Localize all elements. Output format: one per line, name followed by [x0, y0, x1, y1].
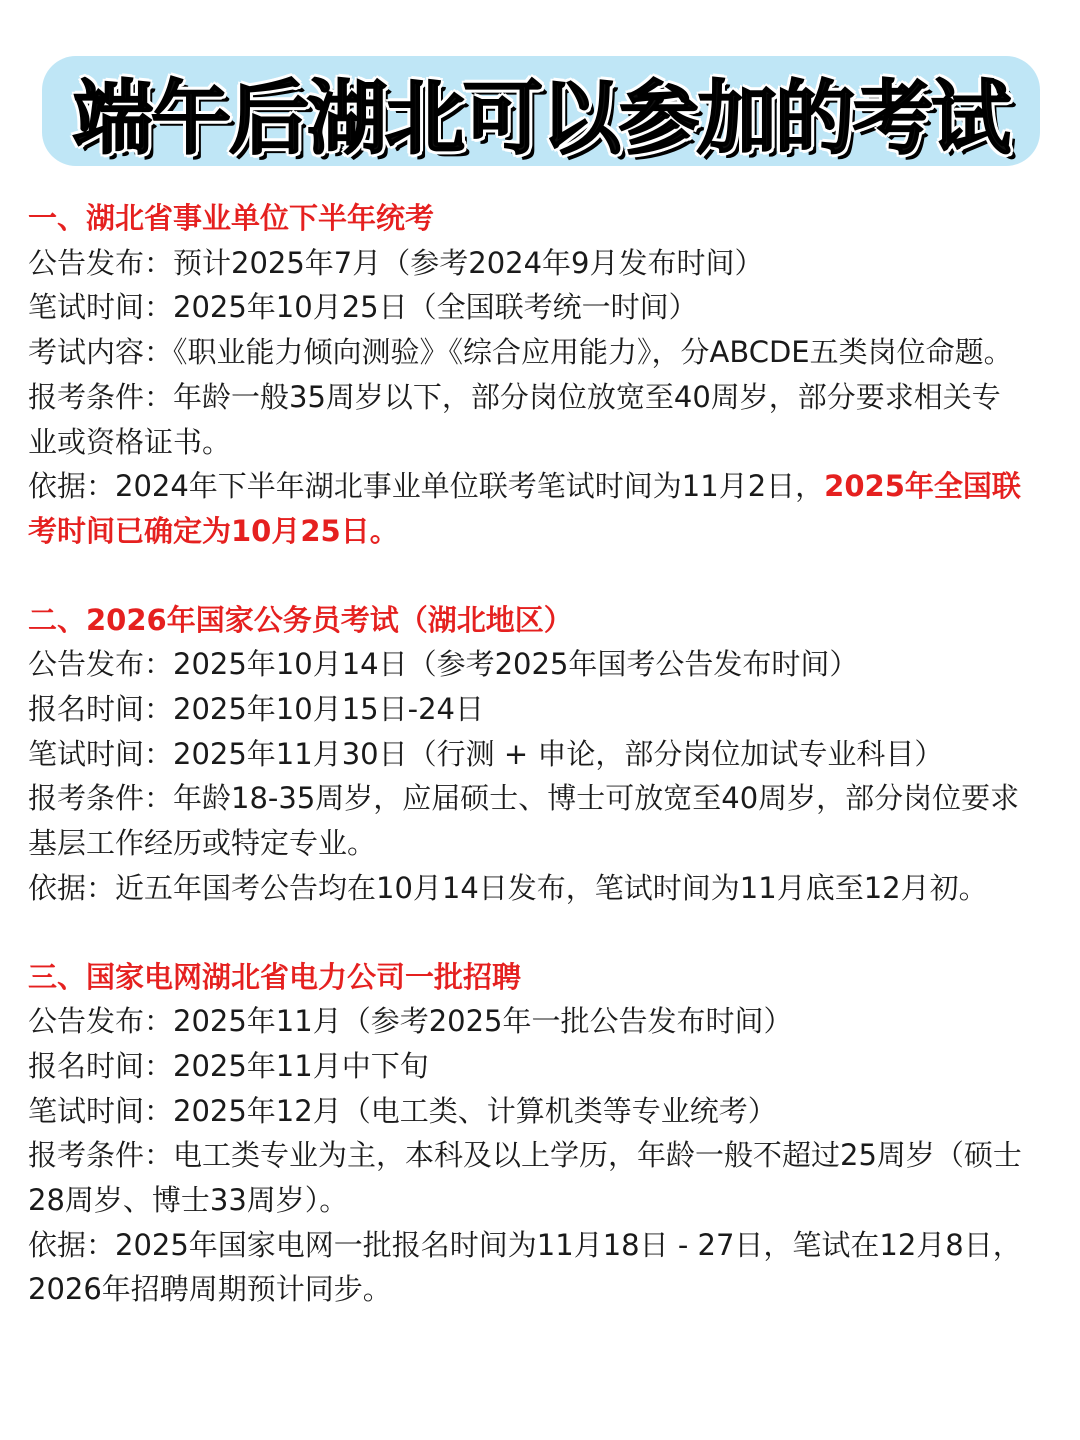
section-state-grid-recruitment: [28, 955, 1028, 1313]
exam-time-line: 笔试时间：2025年10月25日（全国联考统一时间）: [28, 290, 698, 325]
basis-highlight: 2025年全国联考时间已确定为10月25日。: [28, 469, 1021, 548]
conditions-line: 报考条件：年龄一般35周岁以下，部分岗位放宽至40周岁，部分要求相关专业或资格证书。: [28, 379, 1001, 459]
conditions-line: 报考条件：年龄18-35周岁，应届硕士、博士可放宽至40周岁，部分岗位要求基层工作经历或特定专业。: [28, 781, 1020, 861]
basis-text: 依据：2024年下半年湖北事业单位联考笔试时间为11月2日，: [28, 469, 825, 504]
register-line: 报名时间：2025年11月中下旬: [28, 1048, 429, 1083]
exam-time-line: 笔试时间：2025年12月（电工类、计算机类等专业统考）: [28, 1093, 777, 1128]
title-banner: [42, 56, 1040, 166]
announce-line: 公告发布：预计2025年7月（参考2024年9月发布时间）: [28, 245, 764, 280]
basis-line: [28, 464, 1028, 553]
section-hubei-institution-exam: [28, 196, 1028, 554]
announce-line: 公告发布：2025年10月14日（参考2025年国考公告发布时间）: [28, 647, 859, 682]
section-heading: 一、湖北省事业单位下半年统考: [28, 201, 435, 235]
conditions-line: 报考条件：电工类专业为主，本科及以上学历，年龄一般不超过25周岁（硕士28周岁、博士33周岁）。: [28, 1138, 1022, 1218]
register-line: 报名时间：2025年10月15日-24日: [28, 692, 484, 727]
exam-content-line: 考试内容：《职业能力倾向测验》《综合应用能力》，分ABCDE五类岗位命题。: [28, 335, 1013, 370]
basis-line: 依据：2025年国家电网一批报名时间为11月18日 - 27日，笔试在12月8日，2026年招聘周期预计同步。: [28, 1227, 1022, 1307]
section-heading: 三、国家电网湖北省电力公司一批招聘: [28, 959, 522, 994]
announce-line: 公告发布：2025年11月（参考2025年一批公告发布时间）: [28, 1004, 793, 1039]
section-heading: 二、2026年国家公务员考试（湖北地区）: [28, 602, 573, 637]
basis-line: 依据：近五年国考公告均在10月14日发布，笔试时间为11月底至12月初。: [28, 870, 988, 905]
exam-time-line: 笔试时间：2025年11月30日（行测 + 申论，部分岗位加试专业科目）: [28, 736, 944, 771]
page-title: 端午后湖北可以参加的考试: [73, 71, 1009, 165]
section-national-civil-service-exam: [28, 598, 1028, 911]
article-body: [28, 196, 1028, 1312]
